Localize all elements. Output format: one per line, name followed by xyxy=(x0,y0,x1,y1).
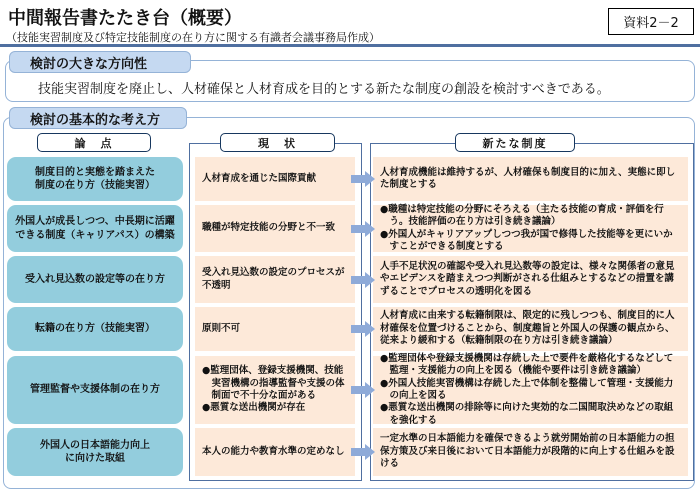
direction-heading: 検討の大きな方向性 xyxy=(9,51,191,73)
new-cell xyxy=(373,256,688,303)
page-subtitle: （技能実習制度及び特定技能制度の在り方に関する有識者会議事務局作成） xyxy=(6,31,380,44)
arrow-right-icon xyxy=(351,272,375,288)
new-cell-line: ●外国人技能実習機構は存続した上で体制を整備して管理・支援能力の向上を図る xyxy=(380,377,674,401)
issue-cell-line: 制度目的と実態を踏まえた xyxy=(35,166,155,178)
current-cell xyxy=(195,307,355,351)
issue-cell-line: 受入れ見込数の設定等の在り方 xyxy=(25,273,165,285)
issue-cell-line: 管理監督や支援体制の在り方 xyxy=(30,384,160,396)
current-cell-line: 職種が特定技能の分野と不一致 xyxy=(202,222,336,234)
header-divider xyxy=(0,44,700,47)
issue-cell-line: できる制度（キャリアパス）の構築 xyxy=(15,229,175,241)
new-cell-line: 人手不足状況の確認や受入れ見込数等の設定は、様々な関係者の意見やエビデンスを踏まえつつ判断がされる仕組みとするなどの措置を講ずることでプロセスの透明化を図る xyxy=(380,260,675,297)
issue-cell-line: 外国人が成長しつつ、中長期に活躍 xyxy=(15,216,175,227)
issue-cell-line: に向けた取組 xyxy=(65,453,125,464)
issue-cell-line: 制度の在り方（技能実習） xyxy=(35,180,155,191)
arrow-right-icon xyxy=(351,444,375,460)
new-cell xyxy=(373,157,688,201)
current-cell-line: 人材育成を通じた国際貢献 xyxy=(202,172,317,184)
current-cell xyxy=(195,356,355,424)
issue-cell xyxy=(7,307,183,351)
current-cell-line: 受入れ見込数の設定のプロセスが不透明 xyxy=(202,267,345,291)
new-cell xyxy=(373,205,688,252)
direction-text: 技能実習制度を廃止し、人材確保と人材育成を目的とする新たな制度の創設を検討すべきである。 xyxy=(38,82,610,97)
new-cell-line: ●職種は特定技能の分野にそろえる（主たる技能の育成・評価を行う。技能評価の在り方は引き続き議論） xyxy=(380,203,664,228)
new-cell xyxy=(373,352,688,426)
new-cell xyxy=(373,307,688,351)
new-cell-line: 人材育成機能は維持するが、人材確保も制度目的に加え、実態に即した制度とする xyxy=(380,166,676,190)
page-title: 中間報告書たたき台（概要） xyxy=(8,8,242,29)
issue-cell xyxy=(7,157,183,201)
column-header-issue: 論 点 xyxy=(37,133,151,152)
document-id-badge: 資料2－2 xyxy=(608,8,694,35)
arrow-right-icon xyxy=(351,382,375,398)
new-cell-line: 人材育成に由来する転籍制限は、限定的に残しつつも、制度目的に人材確保を位置づけることから、制度趣旨と外国人の保護の観点から、従来より緩和する（転籍制限の在り方は引き続き議論） xyxy=(380,310,675,347)
current-cell xyxy=(195,428,355,476)
issue-cell xyxy=(7,256,183,303)
issue-cell xyxy=(7,356,183,424)
new-cell-line: ●外国人がキャリアアップしつつ我が国で修得した技能等を更にいかすことができる制度とする xyxy=(380,228,673,252)
column-header-new: 新たな制度 xyxy=(455,133,575,152)
current-cell-line: 原則不可 xyxy=(202,322,241,334)
new-cell xyxy=(373,428,688,476)
basic-heading: 検討の基本的な考え方 xyxy=(9,107,187,129)
current-cell-line: ●監理団体、登録支援機関、技能実習機構の指導監督や支援の体制面で不十分な面がある xyxy=(202,365,345,401)
current-cell-line: ●悪質な送出機関が存在 xyxy=(202,402,306,414)
current-cell xyxy=(195,256,355,303)
issue-cell xyxy=(7,205,183,252)
arrow-right-icon xyxy=(351,221,375,237)
arrow-right-icon xyxy=(351,321,375,337)
arrow-right-icon xyxy=(351,171,375,187)
column-header-current: 現 状 xyxy=(220,133,335,152)
new-cell-line: ●悪質な送出機関の排除等に向けた実効的な二国間取決めなどの取組を強化する xyxy=(380,402,674,426)
current-cell-line: 本人の能力や教育水準の定めなし xyxy=(202,445,345,457)
new-cell-line: ●監理団体や登録支援機関は存続した上で要件を厳格化するなどして監理・支援能力の向上を図る（機能や要件は引き続き議論） xyxy=(380,352,674,377)
new-cell-line: 一定水準の日本語能力を確保できるよう就労開始前の日本語能力の担保方策及び来日後において日本語能力が段階的に向上する仕組みを設ける xyxy=(380,433,675,470)
issue-cell xyxy=(7,428,183,476)
current-cell xyxy=(195,157,355,201)
issue-cell-line: 外国人の日本語能力向上 xyxy=(40,439,150,451)
issue-cell-line: 転籍の在り方（技能実習） xyxy=(35,323,155,335)
current-cell xyxy=(195,205,355,252)
